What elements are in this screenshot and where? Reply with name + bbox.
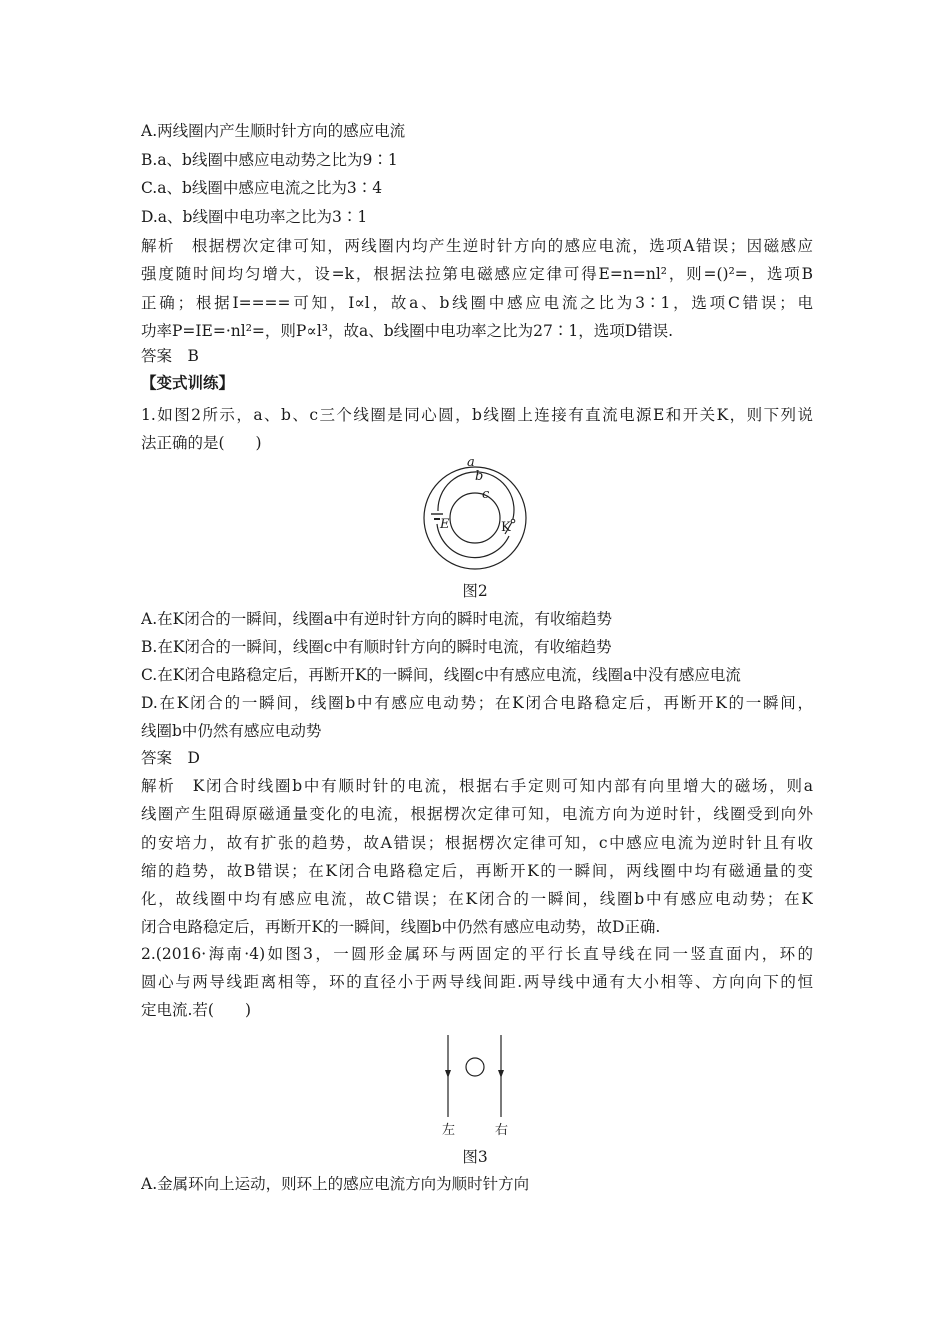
label-c: c bbox=[482, 487, 490, 502]
question-2-stem: 2.(2016·海南·4)如图3，一圆形金属环与两固定的平行长直导线在同一竖直面内，环的 bbox=[141, 945, 813, 963]
analysis-line: 化，故线圈中均有感应电流，故C错误；在K闭合的一瞬间，线圈b中有感应电动势；在K bbox=[141, 890, 813, 908]
option-d: D.在K闭合的一瞬间，线圈b中有感应电动势；在K闭合电路稳定后，再断开K的一瞬间， bbox=[141, 694, 813, 712]
label-k: K bbox=[501, 520, 511, 535]
option-c: C.a、b线圈中感应电流之比为3∶4 bbox=[141, 179, 383, 197]
analysis-line: 线圈产生阻碍原磁通量变化的电流，根据楞次定律可知，电流方向为逆时针，线圈受到向外 bbox=[141, 805, 813, 823]
question-1-stem: 法正确的是( ) bbox=[141, 434, 262, 452]
figure-2-caption: 图2 bbox=[462, 582, 488, 600]
analysis-line: 正确；根据I====可知，I∝l，故a、b线圈中感应电流之比为3∶1，选项C错误；电 bbox=[141, 294, 813, 312]
answer-line: 答案 B bbox=[141, 347, 199, 365]
label-e: E bbox=[440, 517, 450, 532]
figure-3-diagram bbox=[432, 1030, 522, 1140]
option-b: B.a、b线圈中感应电动势之比为9∶1 bbox=[141, 151, 398, 169]
analysis-line: 强度随时间均匀增大，设=k，根据法拉第电磁感应定律可得E=n=nl²，则=()²=，选项B bbox=[141, 265, 813, 283]
option-b: B.在K闭合的一瞬间，线圈c中有顺时针方向的瞬时电流，有收缩趋势 bbox=[141, 638, 612, 656]
option-a: A.金属环向上运动，则环上的感应电流方向为顺时针方向 bbox=[141, 1175, 530, 1193]
analysis-line: 闭合电路稳定后，再断开K的一瞬间，线圈b中仍然有感应电动势，故D正确. bbox=[141, 918, 661, 936]
left-current-arrow bbox=[445, 1070, 451, 1078]
analysis-line: 解析 根据楞次定律可知，两线圈内均产生逆时针方向的感应电流，选项A错误；因磁感应 bbox=[141, 237, 813, 255]
coil-c bbox=[450, 493, 500, 543]
answer-line: 答案 D bbox=[141, 749, 200, 767]
question-1-stem: 1.如图2所示，a、b、c三个线圈是同心圆，b线圈上连接有直流电源E和开关K，则下列说 bbox=[141, 406, 813, 424]
switch-contact bbox=[511, 519, 515, 523]
label-b: b bbox=[475, 469, 484, 484]
option-a: A.两线圈内产生顺时针方向的感应电流 bbox=[141, 122, 406, 140]
section-heading: 【变式训练】 bbox=[141, 373, 235, 392]
metal-ring bbox=[466, 1058, 484, 1076]
label-right: 右 bbox=[495, 1123, 509, 1138]
label-left: 左 bbox=[442, 1123, 456, 1138]
analysis-line: 功率P=IE=·nl²=，则P∝l³，故a、b线圈中电功率之比为27∶1，选项D错误. bbox=[141, 322, 674, 340]
label-a: a bbox=[467, 456, 475, 470]
option-a: A.在K闭合的一瞬间，线圈a中有逆时针方向的瞬时电流，有收缩趋势 bbox=[141, 610, 612, 628]
analysis-line: 解析 K闭合时线圈b中有顺时针的电流，根据右手定则可知内部有向里增大的磁场，则a bbox=[141, 777, 813, 795]
figure-3-caption: 图3 bbox=[462, 1148, 488, 1166]
option-d: D.a、b线圈中电功率之比为3∶1 bbox=[141, 208, 368, 226]
question-2-stem: 圆心与两导线距离相等，环的直径小于两导线间距.两导线中通有大小相等、方向向下的恒 bbox=[141, 973, 813, 991]
figure-2-diagram bbox=[415, 456, 535, 574]
analysis-line: 缩的趋势，故B错误；在K闭合电路稳定后，再断开K的一瞬间，两线圈中均有磁通量的变 bbox=[141, 862, 813, 880]
option-d-cont: 线圈b中仍然有感应电动势 bbox=[141, 722, 322, 740]
option-c: C.在K闭合电路稳定后，再断开K的一瞬间，线圈c中有感应电流，线圈a中没有感应电流 bbox=[141, 666, 741, 684]
right-current-arrow bbox=[498, 1070, 504, 1078]
question-2-stem: 定电流.若( ) bbox=[141, 1001, 252, 1019]
analysis-line: 的安培力，故有扩张的趋势，故A错误；根据楞次定律可知，c中感应电流为逆时针且有收 bbox=[141, 834, 813, 852]
